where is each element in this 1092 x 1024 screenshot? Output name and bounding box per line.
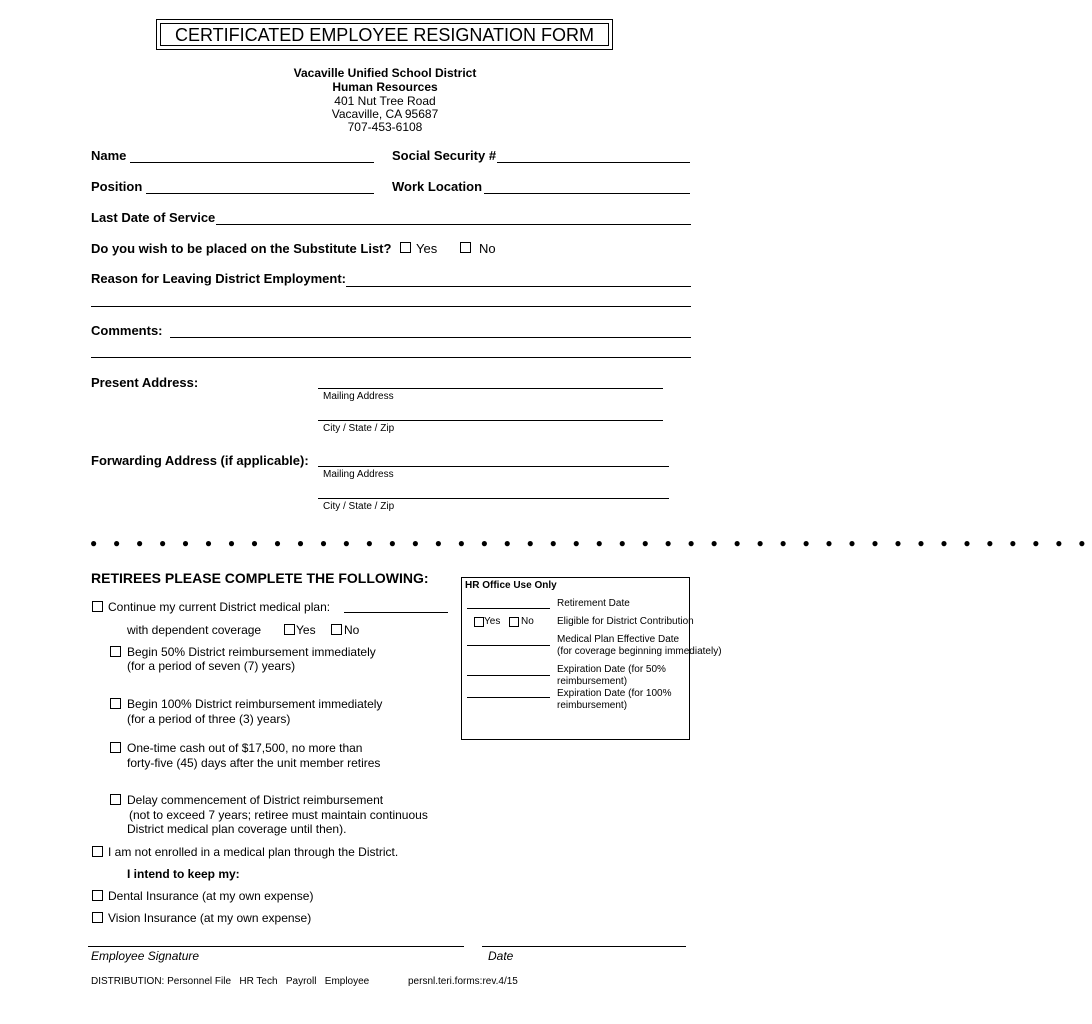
reason-label: Reason for Leaving District Employment:	[91, 271, 346, 286]
dependent-no-label: No	[344, 623, 360, 637]
reason-field[interactable]	[346, 286, 691, 287]
medical-effective-sublabel: (for coverage beginning immediately)	[557, 646, 722, 657]
expiration-50-field[interactable]	[467, 675, 550, 676]
present-address-label: Present Address:	[91, 375, 199, 390]
dependent-coverage-label: with dependent coverage	[127, 623, 262, 637]
medical-effective-field[interactable]	[467, 645, 550, 646]
eligible-label: Eligible for District Contribution	[557, 616, 694, 627]
intend-label: I intend to keep my:	[127, 867, 240, 881]
eligible-no-label: No	[521, 616, 534, 627]
work-location-field[interactable]	[484, 193, 690, 194]
present-mailing-caption: Mailing Address	[323, 391, 394, 402]
forwarding-mailing-caption: Mailing Address	[323, 469, 394, 480]
present-mailing-field[interactable]	[318, 388, 663, 389]
expiration-100-sublabel: reimbursement)	[557, 700, 628, 711]
present-city-caption: City / State / Zip	[323, 423, 395, 434]
distribution-footer: DISTRIBUTION: Personnel File HR Tech Payroll Employee	[91, 976, 370, 987]
dependent-yes-label: Yes	[296, 623, 316, 637]
retirees-heading: RETIREES PLEASE COMPLETE THE FOLLOWING:	[91, 570, 429, 586]
retirement-date-field[interactable]	[467, 608, 550, 609]
title-box	[156, 19, 613, 50]
employee-signature-label: Employee Signature	[91, 949, 200, 963]
cash-out-text: One-time cash out of $17,500, no more than	[127, 741, 363, 755]
medical-effective-label: Medical Plan Effective Date	[557, 634, 680, 645]
option-100-subtext: (for a period of three (3) years)	[127, 712, 291, 726]
date-field[interactable]	[482, 946, 686, 947]
expiration-100-field[interactable]	[467, 697, 550, 698]
option-50-checkbox[interactable]	[110, 646, 121, 657]
dependent-no-checkbox[interactable]	[331, 624, 342, 635]
revision-footer: persnl.teri.forms:rev.4/15	[408, 976, 518, 987]
forwarding-city-field[interactable]	[318, 498, 669, 499]
forwarding-city-caption: City / State / Zip	[323, 501, 395, 512]
city-address: Vacaville, CA 95687	[331, 107, 439, 121]
substitute-no-label: No	[479, 241, 496, 256]
position-label: Position	[91, 179, 143, 194]
eligible-yes-label: Yes	[484, 616, 501, 627]
retirement-date-label: Retirement Date	[557, 598, 630, 609]
form-title: CERTIFICATED EMPLOYEE RESIGNATION FORM	[160, 23, 609, 46]
dependent-yes-checkbox[interactable]	[284, 624, 295, 635]
comments-field-line2[interactable]	[91, 357, 691, 358]
expiration-50-sublabel: reimbursement)	[557, 676, 628, 687]
substitute-yes-checkbox[interactable]	[400, 242, 411, 253]
last-date-field[interactable]	[216, 224, 691, 225]
position-field[interactable]	[146, 193, 374, 194]
continue-plan-field[interactable]	[344, 612, 448, 613]
substitute-question: Do you wish to be placed on the Substitute List?	[91, 241, 392, 256]
substitute-no-checkbox[interactable]	[460, 242, 471, 253]
district-name: Vacaville Unified School District	[293, 66, 477, 80]
forwarding-mailing-field[interactable]	[318, 466, 669, 467]
dotted-separator: ● ● ● ● ● ● ● ● ● ● ● ● ● ● ● ● ● ● ● ● ● ● ● ● ● ● ● ● ● ● ● ● ● ● ● ● ● ● ● ● ● ● ● ●	[90, 536, 1092, 550]
delay-checkbox[interactable]	[110, 794, 121, 805]
dental-checkbox[interactable]	[92, 890, 103, 901]
employee-signature-field[interactable]	[88, 946, 464, 947]
forwarding-address-label: Forwarding Address (if applicable):	[91, 453, 309, 468]
continue-plan-label: Continue my current District medical plan:	[108, 600, 331, 614]
name-field[interactable]	[130, 162, 374, 163]
date-label: Date	[488, 949, 514, 963]
work-location-label: Work Location	[392, 179, 483, 194]
substitute-yes-label: Yes	[416, 241, 438, 256]
eligible-yes-checkbox[interactable]	[474, 617, 484, 627]
hr-heading: HR Office Use Only	[465, 580, 557, 591]
cash-out-checkbox[interactable]	[110, 742, 121, 753]
continue-plan-checkbox[interactable]	[92, 601, 103, 612]
street-address: 401 Nut Tree Road	[334, 94, 436, 108]
option-100-text: Begin 100% District reimbursement immediately	[127, 697, 383, 711]
option-50-subtext: (for a period of seven (7) years)	[127, 659, 296, 673]
vision-checkbox[interactable]	[92, 912, 103, 923]
reason-field-line2[interactable]	[91, 306, 691, 307]
not-enrolled-label: I am not enrolled in a medical plan through the District.	[108, 845, 399, 859]
last-date-label: Last Date of Service	[91, 210, 216, 225]
comments-field[interactable]	[170, 337, 691, 338]
ssn-field[interactable]	[497, 162, 690, 163]
department-name: Human Resources	[332, 80, 438, 94]
comments-label: Comments:	[91, 323, 163, 338]
eligible-no-checkbox[interactable]	[509, 617, 519, 627]
cash-out-subtext: forty-five (45) days after the unit member retires	[127, 756, 381, 770]
delay-text: Delay commencement of District reimbursement	[127, 793, 384, 807]
expiration-100-label: Expiration Date (for 100%	[557, 688, 672, 699]
delay-subtext-1: (not to exceed 7 years; retiree must maintain continuous	[129, 808, 428, 822]
option-50-text: Begin 50% District reimbursement immediately	[127, 645, 376, 659]
delay-subtext-2: District medical plan coverage until then).	[127, 822, 347, 836]
dental-label: Dental Insurance (at my own expense)	[108, 889, 314, 903]
not-enrolled-checkbox[interactable]	[92, 846, 103, 857]
vision-label: Vision Insurance (at my own expense)	[108, 911, 312, 925]
ssn-label: Social Security #	[392, 148, 497, 163]
phone-number: 707-453-6108	[347, 120, 423, 134]
name-label: Name	[91, 148, 127, 163]
expiration-50-label: Expiration Date (for 50%	[557, 664, 666, 675]
option-100-checkbox[interactable]	[110, 698, 121, 709]
present-city-field[interactable]	[318, 420, 663, 421]
